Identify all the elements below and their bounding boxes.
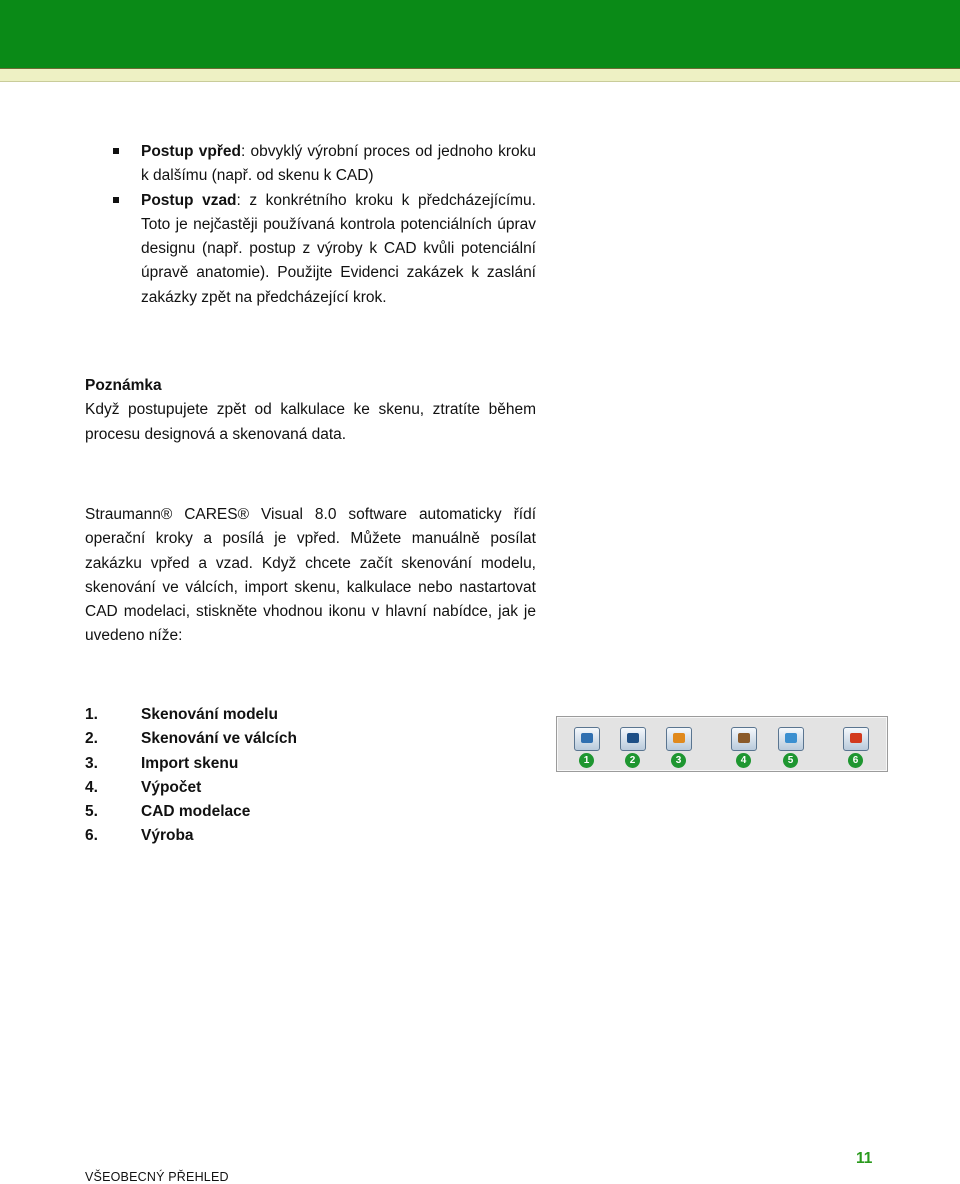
icon-glyph (581, 733, 593, 743)
step-item (85, 703, 297, 727)
calculation-button[interactable] (730, 725, 758, 767)
badge-1: 1 (579, 753, 594, 768)
steps-list (85, 703, 297, 849)
badge-3: 3 (671, 753, 686, 768)
bullet-text: : z konkrétního kroku k předcházejícímu. Toto je nejčastěji používaná kontrola potenciálních úprav designu (např. postup z výroby k CAD kvůli potenciální úpravě anatomie). Použijte Evidenci zakázek k zaslání zakázky zpět na předcházející krok. (141, 191, 536, 306)
cylinder-scan-icon (620, 727, 646, 751)
note-text: Když postupujete zpět od kalkulace ke skenu, ztratíte během procesu designová a skenovaná data. (85, 401, 536, 443)
step-number: 1. (85, 706, 98, 723)
bullet-term: Postup vpřed (141, 143, 241, 160)
note-title: Poznámka (85, 377, 162, 394)
import-scan-button[interactable] (665, 725, 693, 767)
production-icon (843, 727, 869, 751)
production-button[interactable] (842, 725, 870, 767)
page-number: 11 (856, 1150, 873, 1167)
step-label: Import skenu (141, 754, 239, 772)
badge-6: 6 (848, 753, 863, 768)
badge-4: 4 (736, 753, 751, 768)
step-item (85, 824, 297, 848)
badge-5: 5 (783, 753, 798, 768)
cad-design-icon (778, 727, 804, 751)
header-bar (0, 0, 960, 68)
bullet-item (113, 140, 536, 189)
bullet-square-icon (113, 148, 119, 154)
step-item (85, 776, 297, 800)
header-rule (0, 68, 960, 82)
icon-glyph (738, 733, 750, 743)
bullet-text: : obvyklý výrobní proces od jednoho kroku k dalšímu (např. od skenu k CAD) (141, 143, 536, 185)
step-number: 3. (85, 754, 98, 772)
step-item (85, 800, 297, 824)
cylinder-scan-button[interactable] (619, 725, 647, 767)
bullet-item (113, 189, 536, 310)
cad-design-button[interactable] (777, 725, 805, 767)
import-scan-icon (666, 727, 692, 751)
footer-section-title: VŠEOBECNÝ PŘEHLED (85, 1170, 229, 1184)
icon-glyph (850, 733, 862, 743)
step-number: 2. (85, 730, 98, 748)
icon-glyph (673, 733, 685, 743)
step-number: 4. (85, 778, 98, 796)
intro-paragraph: Straumann® CARES® Visual 8.0 software automaticky řídí operační kroky a posílá je vpřed. Můžete manuálně posílat zakázku vpřed a vzad. Když chcete začít skenování modelu, skenování ve válcích, import skenu, kalkulace nebo nastartovat CAD modelaci, stiskněte vhodnou ikonu v hlavní nabídce, jak je uvedeno níže: (85, 506, 536, 645)
bullet-term: Postup vzad (141, 191, 237, 209)
step-label: Skenování ve válcích (141, 730, 297, 748)
model-scan-button[interactable] (573, 725, 601, 767)
step-label: Výpočet (141, 778, 202, 796)
step-label: CAD modelace (141, 803, 251, 821)
badge-2: 2 (625, 753, 640, 768)
step-item (85, 727, 297, 751)
step-number: 5. (85, 803, 98, 821)
main-menu-toolbar (556, 716, 888, 772)
calculation-icon (731, 727, 757, 751)
bullet-list (113, 140, 536, 310)
step-label: Skenování modelu (141, 706, 278, 723)
step-item (85, 752, 297, 776)
icon-glyph (785, 733, 797, 743)
step-label: Výroba (141, 827, 194, 845)
note-block (85, 374, 536, 447)
icon-glyph (627, 733, 639, 743)
model-scan-icon (574, 727, 600, 751)
step-number: 6. (85, 827, 98, 845)
bullet-square-icon (113, 197, 119, 203)
